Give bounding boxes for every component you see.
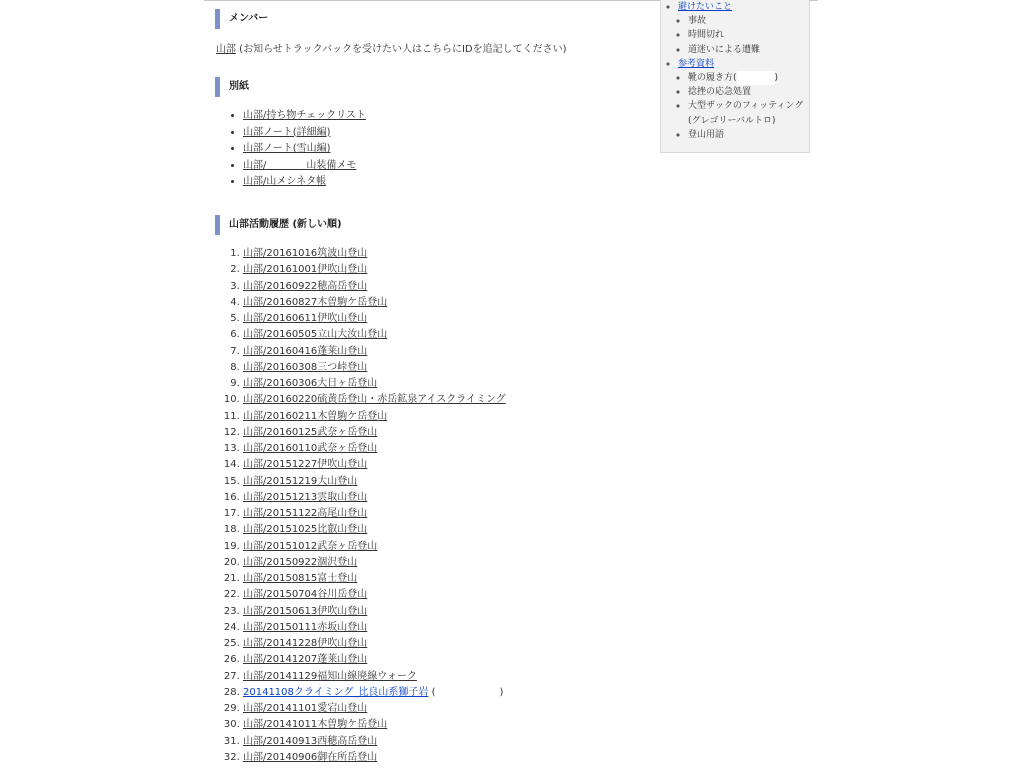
history-link[interactable]: 山部/20160611伊吹山登山 bbox=[243, 313, 368, 324]
history-link[interactable]: 山部/20151122高尾山登山 bbox=[243, 508, 368, 519]
history-link[interactable]: 山部/20140913西穂高岳登山 bbox=[243, 735, 378, 747]
list-item bbox=[243, 555, 506, 571]
list-item bbox=[243, 669, 506, 685]
toc-subitem: ◦ 捻挫の応急処置 bbox=[688, 85, 809, 99]
member-heading: メンバー bbox=[215, 9, 268, 29]
list-item bbox=[243, 701, 506, 717]
list-item bbox=[243, 522, 506, 538]
toc-sublist bbox=[678, 71, 809, 142]
list-item bbox=[243, 490, 506, 506]
list-item bbox=[243, 279, 506, 295]
history-link[interactable]: 山部/20160125武奈ヶ岳登山 bbox=[243, 426, 378, 438]
list-item bbox=[243, 620, 506, 636]
attachment-link[interactable]: 山部/山メシネタ帳 bbox=[243, 176, 327, 187]
list-item bbox=[243, 360, 506, 376]
list-item bbox=[243, 311, 506, 327]
list-item bbox=[243, 506, 506, 522]
attachments-heading: 別紙 bbox=[215, 77, 249, 97]
list-item bbox=[243, 717, 506, 733]
paren-close: ) bbox=[499, 686, 504, 698]
list-item bbox=[243, 474, 506, 490]
list-item bbox=[243, 652, 506, 668]
paren-open: ( bbox=[428, 686, 436, 698]
history-link[interactable]: 山部/20160827木曽駒ケ岳登山 bbox=[243, 296, 388, 308]
toc-subitem: ◦ 事故 bbox=[688, 14, 809, 28]
member-note: (お知らせトラックバックを受けたい人はこちらにIDを追記してください) bbox=[236, 44, 567, 55]
list-item bbox=[243, 750, 506, 766]
toc-subitem: ◦ 道迷いによる遭難 bbox=[688, 43, 809, 57]
history-link[interactable]: 山部/20151012武奈ヶ岳登山 bbox=[243, 540, 378, 552]
list-item bbox=[243, 125, 366, 142]
list-item bbox=[243, 108, 366, 125]
toc-subitem-text: 靴の履き方( bbox=[688, 72, 737, 83]
sidebar-toc bbox=[660, 0, 810, 153]
toc-list bbox=[661, 0, 809, 142]
history-link[interactable]: 山部/20160922穂高岳登山 bbox=[243, 280, 368, 292]
history-link[interactable]: 山部/20141101愛宕山登山 bbox=[243, 703, 368, 714]
history-link[interactable]: 山部/20160505立山大汝山登山 bbox=[243, 329, 388, 341]
toc-subitem: ◦ 大型ザックのフィッティング (グレゴリーバルトロ) bbox=[688, 99, 809, 128]
history-heading: 山部活動履歴 (新しい順) bbox=[215, 215, 342, 235]
member-line bbox=[216, 40, 567, 55]
history-link[interactable]: 山部/20151227伊吹山登山 bbox=[243, 459, 368, 471]
history-link[interactable]: 山部/20151025比叡山登山 bbox=[243, 524, 368, 536]
list-item bbox=[243, 441, 506, 457]
list-item bbox=[243, 734, 506, 750]
attachment-link[interactable]: 山部ノート(詳細編) bbox=[243, 126, 331, 138]
history-link[interactable]: 山部/20150613伊吹山登山 bbox=[243, 605, 368, 617]
list-item bbox=[243, 246, 506, 262]
list-item bbox=[243, 604, 506, 620]
member-link[interactable]: 山部 bbox=[216, 44, 236, 55]
list-item bbox=[243, 587, 506, 603]
list-item bbox=[243, 685, 506, 701]
list-item bbox=[243, 539, 506, 555]
list-item bbox=[243, 295, 506, 311]
history-link[interactable]: 山部/20151219大山登山 bbox=[243, 475, 358, 487]
list-item bbox=[243, 636, 506, 652]
list-item bbox=[243, 141, 366, 158]
history-link[interactable]: 山部/20160220硫黄岳登山・赤岳鉱泉アイスクライミング bbox=[243, 394, 506, 406]
toc-subitem: ◦ 時間切れ bbox=[688, 28, 809, 42]
list-item bbox=[243, 344, 506, 360]
toc-subitem bbox=[688, 71, 809, 85]
history-link[interactable]: 山部/20150111赤坂山登山 bbox=[243, 621, 368, 633]
list-item bbox=[243, 457, 506, 473]
toc-item-avoid bbox=[678, 0, 809, 57]
history-link[interactable]: 山部/20150922涸沢登山 bbox=[243, 556, 358, 568]
history-link[interactable]: 山部/20141011木曽駒ケ岳登山 bbox=[243, 719, 388, 731]
list-item bbox=[243, 425, 506, 441]
toc-item-refs bbox=[678, 57, 809, 142]
toc-subitem: ◦ 登山用語 bbox=[688, 128, 809, 142]
toc-sublist bbox=[678, 14, 809, 57]
history-link[interactable]: 山部/20150815富士登山 bbox=[243, 573, 358, 584]
history-link-external[interactable]: 20141108クライミング_比良山系獅子岩 bbox=[243, 686, 429, 698]
history-link[interactable]: 山部/20160306大日ヶ岳登山 bbox=[243, 378, 378, 389]
history-link[interactable]: 山部/20161016筑波山登山 bbox=[243, 248, 368, 259]
toc-link-avoid[interactable]: 避けたいこと bbox=[678, 2, 733, 12]
list-item bbox=[243, 174, 366, 191]
history-link[interactable]: 山部/20160211木曽駒ケ岳登山 bbox=[243, 410, 388, 422]
history-list bbox=[230, 246, 506, 766]
list-item bbox=[243, 571, 506, 587]
list-item bbox=[243, 376, 506, 392]
attachment-link[interactable]: 山部/ 山装備メモ bbox=[243, 159, 357, 171]
list-item bbox=[243, 409, 506, 425]
list-item bbox=[243, 392, 506, 408]
history-link[interactable]: 山部/20141228伊吹山登山 bbox=[243, 638, 368, 649]
list-item bbox=[243, 158, 366, 175]
history-link[interactable]: 山部/20160416蓬莱山登山 bbox=[243, 345, 368, 357]
history-link[interactable]: 山部/20150704谷川岳登山 bbox=[243, 589, 368, 601]
attachments-list bbox=[230, 108, 366, 191]
attachment-link[interactable]: 山部/持ち物チェックリスト bbox=[243, 110, 366, 121]
toc-link-refs[interactable]: 参考資料 bbox=[678, 58, 715, 69]
history-link[interactable]: 山部/20160110武奈ヶ岳登山 bbox=[243, 443, 378, 454]
attachment-link[interactable]: 山部ノート(雪山編) bbox=[243, 143, 331, 154]
history-link[interactable]: 山部/20151213雲取山登山 bbox=[243, 491, 368, 503]
history-link[interactable]: 山部/20141129福知山線廃線ウォーク bbox=[243, 670, 417, 682]
history-link[interactable]: 山部/20140906御在所岳登山 bbox=[243, 751, 378, 763]
history-link[interactable]: 山部/20160308三つ峠登山 bbox=[243, 361, 368, 373]
list-item bbox=[243, 327, 506, 343]
list-item bbox=[243, 262, 506, 278]
redacted-mask bbox=[436, 685, 500, 701]
history-link[interactable]: 山部/20141207蓬莱山登山 bbox=[243, 654, 368, 666]
history-link[interactable]: 山部/20161001伊吹山登山 bbox=[243, 264, 368, 276]
paren-close: ) bbox=[774, 72, 779, 83]
redacted-mask bbox=[737, 71, 775, 85]
